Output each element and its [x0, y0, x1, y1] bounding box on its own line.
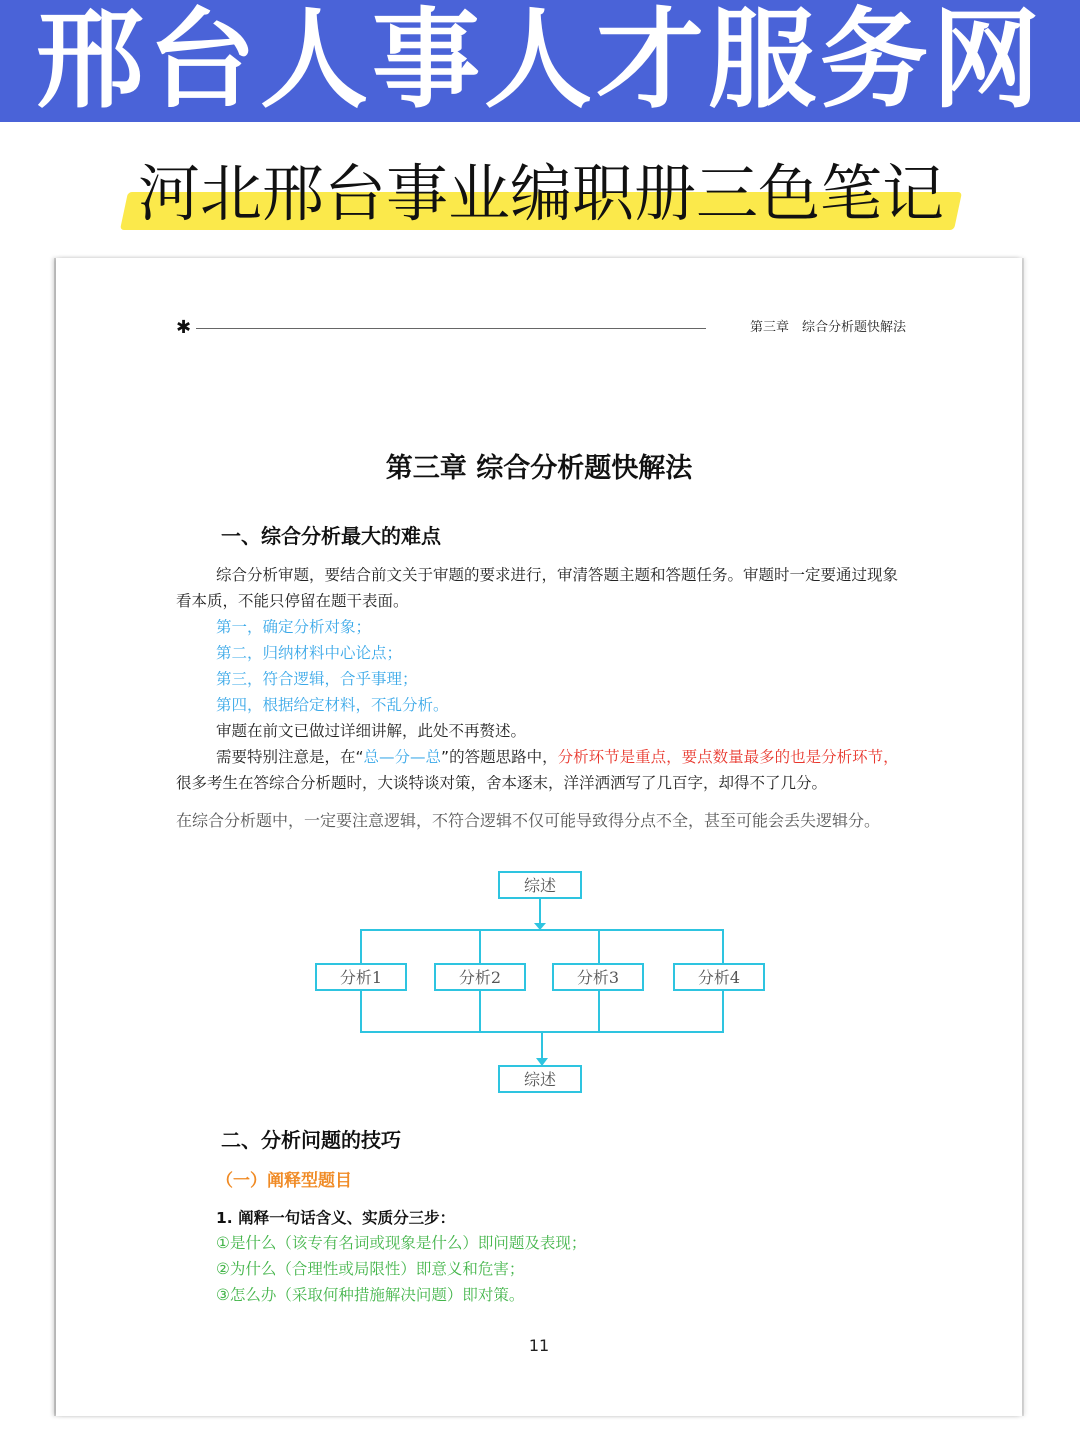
star-ornament-icon: ✱	[176, 317, 192, 338]
diagram-bottom-label: 综述	[523, 1070, 557, 1089]
logic-paragraph: 在综合分析题中，一定要注意逻辑，不符合逻辑不仅可能导致得分点不全，甚至可能会丢失逻辑分。	[176, 811, 881, 830]
diagram-analysis-4: 分析4	[697, 968, 741, 987]
diagram-analysis-1: 分析1	[339, 968, 383, 987]
diagram-frame	[361, 930, 723, 1032]
step-3: ③怎么办（采取何种措施解决问题）即对策。	[216, 1286, 525, 1304]
sub-heading: （一）阐释型题目	[216, 1171, 352, 1191]
point-2: 第二，归纳材料中心论点；	[216, 644, 403, 662]
step-list	[216, 1230, 586, 1308]
point-1: 第一，确定分析对象；	[216, 618, 372, 636]
point-3: 第三，符合逻辑，合乎事理；	[216, 670, 418, 688]
step-2: ②为什么（合理性或局限性）即意义和危害；	[216, 1260, 525, 1278]
point-4: 第四，根据给定材料，不乱分析。	[216, 696, 449, 714]
document-page	[56, 258, 1022, 1416]
diagram-top-label: 综述	[523, 876, 557, 895]
subtitle	[124, 152, 958, 236]
body-text	[176, 562, 906, 796]
diagram-analysis-3: 分析3	[576, 968, 620, 987]
arrow-down-icon	[536, 1058, 548, 1066]
subtitle-text: 河北邢台事业编职册三色笔记	[137, 157, 944, 230]
arrow-down-icon	[534, 923, 546, 930]
section2-heading: 二、分析问题的技巧	[221, 1128, 401, 1152]
head-rule	[196, 328, 706, 329]
para2: 审题在前文已做过详细讲解，此处不再赘述。	[216, 722, 527, 740]
banner	[0, 0, 1080, 122]
running-head-text: 第三章 综合分析题快解法	[749, 320, 906, 335]
flow-diagram	[306, 866, 776, 1106]
section1-heading: 一、综合分析最大的难点	[221, 524, 441, 548]
para1: 综合分析审题，要结合前文关于审题的要求进行，审清答题主题和答题任务。审题时一定要通过现象看本质，不能只停留在题干表面。	[176, 566, 899, 610]
banner-title: 邢台人事人才服务网	[35, 0, 1044, 122]
running-head	[176, 318, 906, 338]
step-1: ①是什么（该专有名词或现象是什么）即问题及表现；	[216, 1234, 587, 1252]
page-number: 11	[528, 1336, 550, 1355]
para3: 需要特别注意是，在“总—分—总”的答题思路中，分析环节是重点，要点数量最多的也是分析环节，很多考生在答综合分析题时，大谈特谈对策，舍本逐末，洋洋洒洒写了几百字，却得不了几分。	[176, 748, 899, 792]
step-heading: 1. 阐释一句话含义、实质分三步：	[216, 1209, 456, 1227]
chapter-title: 第三章 综合分析题快解法	[385, 453, 693, 484]
diagram-analysis-2: 分析2	[458, 968, 502, 987]
